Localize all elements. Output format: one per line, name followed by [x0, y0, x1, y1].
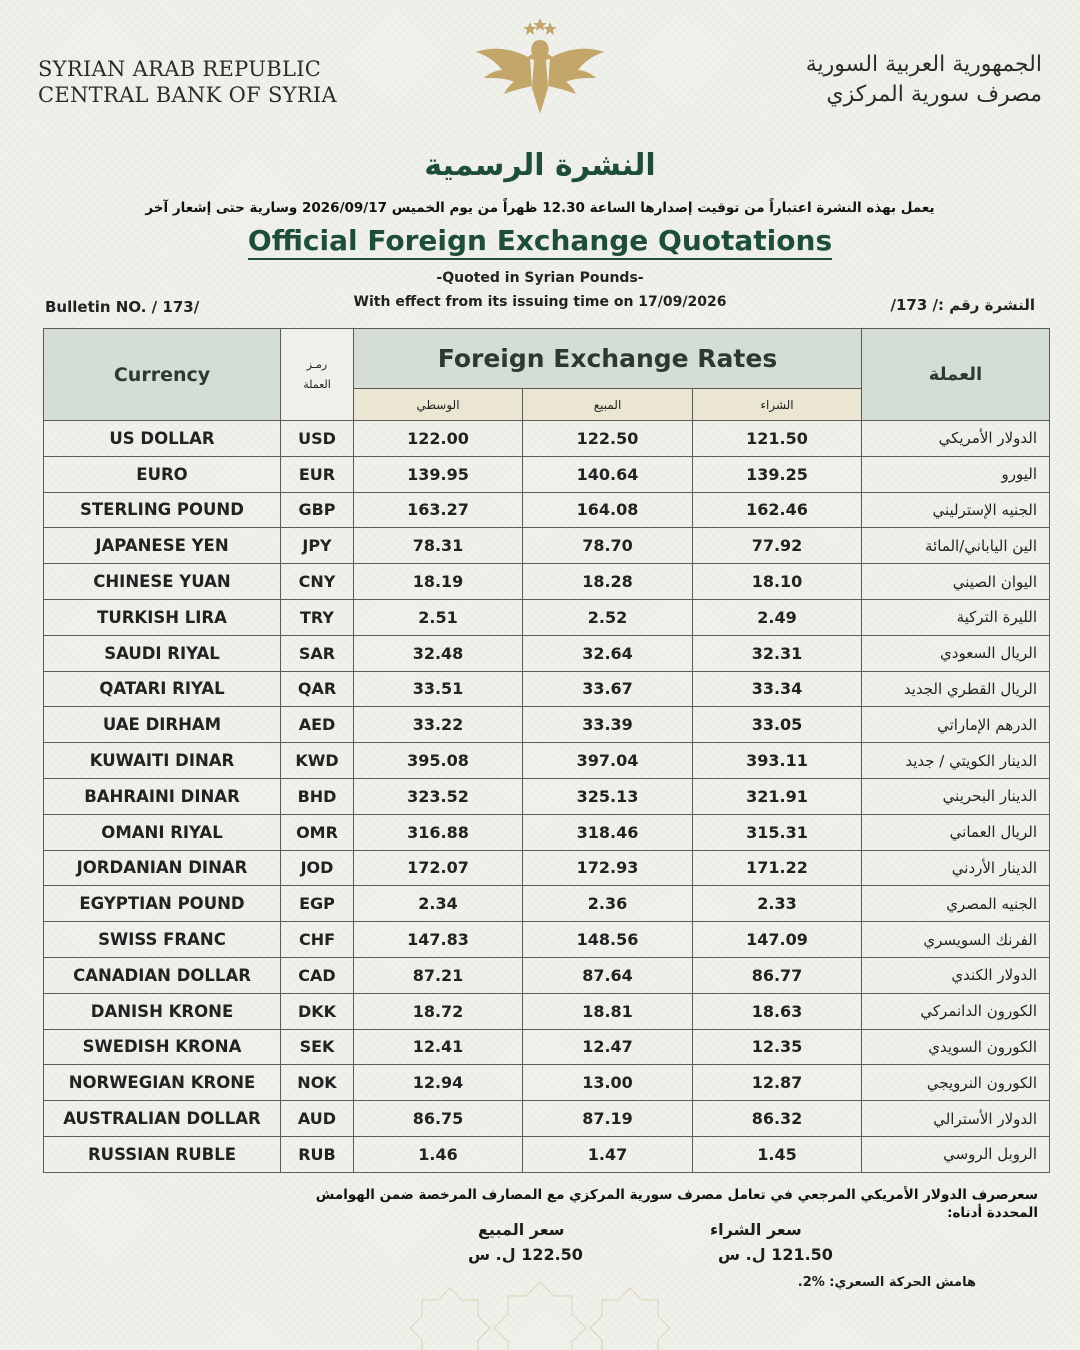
currency-name-ar: الدينار الكويتي / جديد	[862, 743, 1050, 779]
currency-name-ar: اليورو	[862, 456, 1050, 492]
currency-name-ar: الفرنك السويسري	[862, 922, 1050, 958]
currency-name-ar: الدينار الأردني	[862, 850, 1050, 886]
buy-rate: 77.92	[693, 528, 862, 564]
sell-rate: 18.28	[523, 564, 693, 600]
mid-rate: 2.51	[354, 599, 523, 635]
mid-rate: 87.21	[354, 957, 523, 993]
currency-code: NOK	[281, 1065, 354, 1101]
currency-name-en: RUSSIAN RUBLE	[44, 1136, 281, 1172]
table-row	[44, 850, 1050, 886]
sell-rate: 2.52	[523, 599, 693, 635]
buy-rate: 86.32	[693, 1101, 862, 1137]
currency-name-en: KUWAITI DINAR	[44, 743, 281, 779]
sell-rate: 325.13	[523, 778, 693, 814]
currency-code: EUR	[281, 456, 354, 492]
table-row	[44, 957, 1050, 993]
currency-name-en: UAE DIRHAM	[44, 707, 281, 743]
currency-name-ar: الكورون النرويجي	[862, 1065, 1050, 1101]
table-row	[44, 456, 1050, 492]
sell-rate: 172.93	[523, 850, 693, 886]
buy-rate: 1.45	[693, 1136, 862, 1172]
currency-name-ar: الدينار البحريني	[862, 778, 1050, 814]
mid-rate: 323.52	[354, 778, 523, 814]
buy-rate: 315.31	[693, 814, 862, 850]
currency-code: RUB	[281, 1136, 354, 1172]
mid-rate: 33.22	[354, 707, 523, 743]
sell-rate: 148.56	[523, 922, 693, 958]
table-row	[44, 1029, 1050, 1065]
currency-name-ar: اليوان الصيني	[862, 564, 1050, 600]
currency-name-en: SWISS FRANC	[44, 922, 281, 958]
currency-name-en: US DOLLAR	[44, 421, 281, 457]
currency-name-en: EURO	[44, 456, 281, 492]
header-currency: Currency	[44, 329, 281, 421]
sell-rate: 33.67	[523, 671, 693, 707]
currency-code: BHD	[281, 778, 354, 814]
table-row	[44, 599, 1050, 635]
currency-code: USD	[281, 421, 354, 457]
currency-code: CAD	[281, 957, 354, 993]
currency-name-en: TURKISH LIRA	[44, 599, 281, 635]
title-english-text: Official Foreign Exchange Quotations	[248, 224, 832, 260]
mid-rate: 395.08	[354, 743, 523, 779]
currency-name-en: SAUDI RIYAL	[44, 635, 281, 671]
buy-rate: 33.05	[693, 707, 862, 743]
table-row	[44, 707, 1050, 743]
title-english	[0, 224, 1080, 257]
eagle-emblem-icon	[472, 18, 608, 118]
currency-code: GBP	[281, 492, 354, 528]
currency-name-en: EGYPTIAN POUND	[44, 886, 281, 922]
currency-name-en: SWEDISH KRONA	[44, 1029, 281, 1065]
sell-rate: 33.39	[523, 707, 693, 743]
sell-rate-value: 122.50 ل. س	[468, 1245, 583, 1264]
effect-date: With effect from its issuing time on 17/09/2026	[353, 294, 727, 310]
header-english	[38, 56, 337, 108]
currency-code: SEK	[281, 1029, 354, 1065]
sell-rate: 87.19	[523, 1101, 693, 1137]
currency-name-ar: الجنيه الإسترليني	[862, 492, 1050, 528]
sell-rate: 164.08	[523, 492, 693, 528]
table-row	[44, 564, 1050, 600]
table-row	[44, 778, 1050, 814]
header-buy: الشراء	[693, 389, 862, 421]
title-arabic: النشرة الرسمية	[424, 148, 656, 183]
currency-code: CNY	[281, 564, 354, 600]
currency-name-ar: الدولار الكندي	[862, 957, 1050, 993]
header-sell: المبيع	[523, 389, 693, 421]
mid-rate: 122.00	[354, 421, 523, 457]
table-row	[44, 635, 1050, 671]
currency-name-en: STERLING POUND	[44, 492, 281, 528]
buy-rate: 171.22	[693, 850, 862, 886]
currency-name-ar: الريال السعودي	[862, 635, 1050, 671]
currency-name-ar: الين الياباني/المائة	[862, 528, 1050, 564]
header-mid: الوسطي	[354, 389, 523, 421]
mid-rate: 32.48	[354, 635, 523, 671]
table-row	[44, 421, 1050, 457]
table-row	[44, 1136, 1050, 1172]
header-ar-line1: الجمهورية العربية السورية	[805, 52, 1042, 77]
currency-name-ar: الدرهم الإماراتي	[862, 707, 1050, 743]
subtitle-arabic: يعمل بهذه النشرة اعتباراً من توقيت إصدارها الساعة 12.30 ظهراً من يوم الخميس 2026/09/17 وسارية حتى إشعار آخر	[145, 200, 935, 216]
currency-name-ar: الريال العماني	[862, 814, 1050, 850]
header-code-line2: العملة	[303, 377, 331, 391]
buy-rate: 18.10	[693, 564, 862, 600]
buy-rate: 2.49	[693, 599, 862, 635]
currency-code: TRY	[281, 599, 354, 635]
sell-rate: 32.64	[523, 635, 693, 671]
mid-rate: 86.75	[354, 1101, 523, 1137]
currency-code: CHF	[281, 922, 354, 958]
header-ar-line2: مصرف سورية المركزي	[826, 82, 1042, 107]
price-margin: هامش الحركة السعري: %2.	[797, 1275, 976, 1290]
currency-name-en: OMANI RIYAL	[44, 814, 281, 850]
currency-name-ar: الكورون السويدي	[862, 1029, 1050, 1065]
currency-name-en: DANISH KRONE	[44, 993, 281, 1029]
buy-rate: 33.34	[693, 671, 862, 707]
table-row	[44, 886, 1050, 922]
currency-name-en: JORDANIAN DINAR	[44, 850, 281, 886]
mid-rate: 12.94	[354, 1065, 523, 1101]
buy-rate: 12.35	[693, 1029, 862, 1065]
header-en-line1: SYRIAN ARAB REPUBLIC	[38, 57, 322, 81]
currency-name-en: NORWEGIAN KRONE	[44, 1065, 281, 1101]
currency-code: EGP	[281, 886, 354, 922]
buy-rate: 32.31	[693, 635, 862, 671]
sell-rate: 1.47	[523, 1136, 693, 1172]
buy-rate: 12.87	[693, 1065, 862, 1101]
buy-rate: 147.09	[693, 922, 862, 958]
currency-code: AED	[281, 707, 354, 743]
mid-rate: 2.34	[354, 886, 523, 922]
currency-code: OMR	[281, 814, 354, 850]
currency-name-en: JAPANESE YEN	[44, 528, 281, 564]
sell-rate: 87.64	[523, 957, 693, 993]
currency-code: DKK	[281, 993, 354, 1029]
rates-table	[43, 328, 1050, 1173]
buy-rate: 139.25	[693, 456, 862, 492]
quoted-in-note: -Quoted in Syrian Pounds-	[436, 270, 644, 286]
rates-body	[44, 421, 1050, 1173]
reference-rate-note: سعرصرف الدولار الأمريكي المرجعي في تعامل مصرف سورية المركزي مع المصارف المرخصة ضمن الهوامش المحددة أدناه:	[315, 1187, 1038, 1221]
sell-rate: 18.81	[523, 993, 693, 1029]
sell-rate: 318.46	[523, 814, 693, 850]
header-foreign-exchange-rates: Foreign Exchange Rates	[354, 329, 862, 389]
table-row	[44, 671, 1050, 707]
currency-name-en: CANADIAN DOLLAR	[44, 957, 281, 993]
mid-rate: 18.19	[354, 564, 523, 600]
sell-rate: 397.04	[523, 743, 693, 779]
sell-rate: 140.64	[523, 456, 693, 492]
currency-name-ar: الريال القطري الجديد	[862, 671, 1050, 707]
buy-rate: 2.33	[693, 886, 862, 922]
sell-rate: 2.36	[523, 886, 693, 922]
sell-rate: 13.00	[523, 1065, 693, 1101]
buy-rate: 18.63	[693, 993, 862, 1029]
currency-name-ar: الجنيه المصري	[862, 886, 1050, 922]
buy-rate: 321.91	[693, 778, 862, 814]
table-row	[44, 492, 1050, 528]
table-row	[44, 814, 1050, 850]
sell-rate-label: سعر المبيع	[478, 1220, 565, 1239]
buy-rate: 393.11	[693, 743, 862, 779]
buy-rate: 121.50	[693, 421, 862, 457]
header-code-line1: رمـز	[306, 357, 328, 371]
buy-rate-label: سعر الشراء	[710, 1220, 802, 1239]
sell-rate: 78.70	[523, 528, 693, 564]
buy-rate: 86.77	[693, 957, 862, 993]
mid-rate: 78.31	[354, 528, 523, 564]
currency-code: JPY	[281, 528, 354, 564]
currency-name-en: AUSTRALIAN DOLLAR	[44, 1101, 281, 1137]
header-arabic	[806, 50, 1042, 110]
mid-rate: 33.51	[354, 671, 523, 707]
currency-name-en: BAHRAINI DINAR	[44, 778, 281, 814]
header-currency-arabic: العملة	[862, 329, 1050, 421]
currency-code: KWD	[281, 743, 354, 779]
mid-rate: 172.07	[354, 850, 523, 886]
table-row	[44, 1065, 1050, 1101]
header-currency-code	[281, 329, 354, 421]
currency-name-ar: الدولار الأسترالي	[862, 1101, 1050, 1137]
currency-code: AUD	[281, 1101, 354, 1137]
currency-name-ar: الدولار الأمريكي	[862, 421, 1050, 457]
mid-rate: 147.83	[354, 922, 523, 958]
buy-rate-value: 121.50 ل. س	[718, 1245, 833, 1264]
mid-rate: 316.88	[354, 814, 523, 850]
bulletin-number-ar: النشرة رقم :/ 173/	[890, 296, 1035, 314]
mid-rate: 139.95	[354, 456, 523, 492]
table-row	[44, 743, 1050, 779]
currency-code: JOD	[281, 850, 354, 886]
mid-rate: 18.72	[354, 993, 523, 1029]
currency-name-ar: الكورون الدانمركي	[862, 993, 1050, 1029]
table-row	[44, 528, 1050, 564]
header-en-line2: CENTRAL BANK OF SYRIA	[38, 83, 337, 107]
currency-name-ar: الليرة التركية	[862, 599, 1050, 635]
bulletin-number-en: Bulletin NO. / 173/	[45, 298, 200, 316]
buy-rate: 162.46	[693, 492, 862, 528]
table-row	[44, 922, 1050, 958]
currency-name-en: QATARI RIYAL	[44, 671, 281, 707]
table-row	[44, 1101, 1050, 1137]
currency-code: QAR	[281, 671, 354, 707]
ornament-pattern-icon	[390, 1278, 690, 1350]
currency-name-en: CHINESE YUAN	[44, 564, 281, 600]
sell-rate: 12.47	[523, 1029, 693, 1065]
table-row	[44, 993, 1050, 1029]
mid-rate: 1.46	[354, 1136, 523, 1172]
mid-rate: 12.41	[354, 1029, 523, 1065]
currency-code: SAR	[281, 635, 354, 671]
mid-rate: 163.27	[354, 492, 523, 528]
currency-name-ar: الروبل الروسي	[862, 1136, 1050, 1172]
sell-rate: 122.50	[523, 421, 693, 457]
